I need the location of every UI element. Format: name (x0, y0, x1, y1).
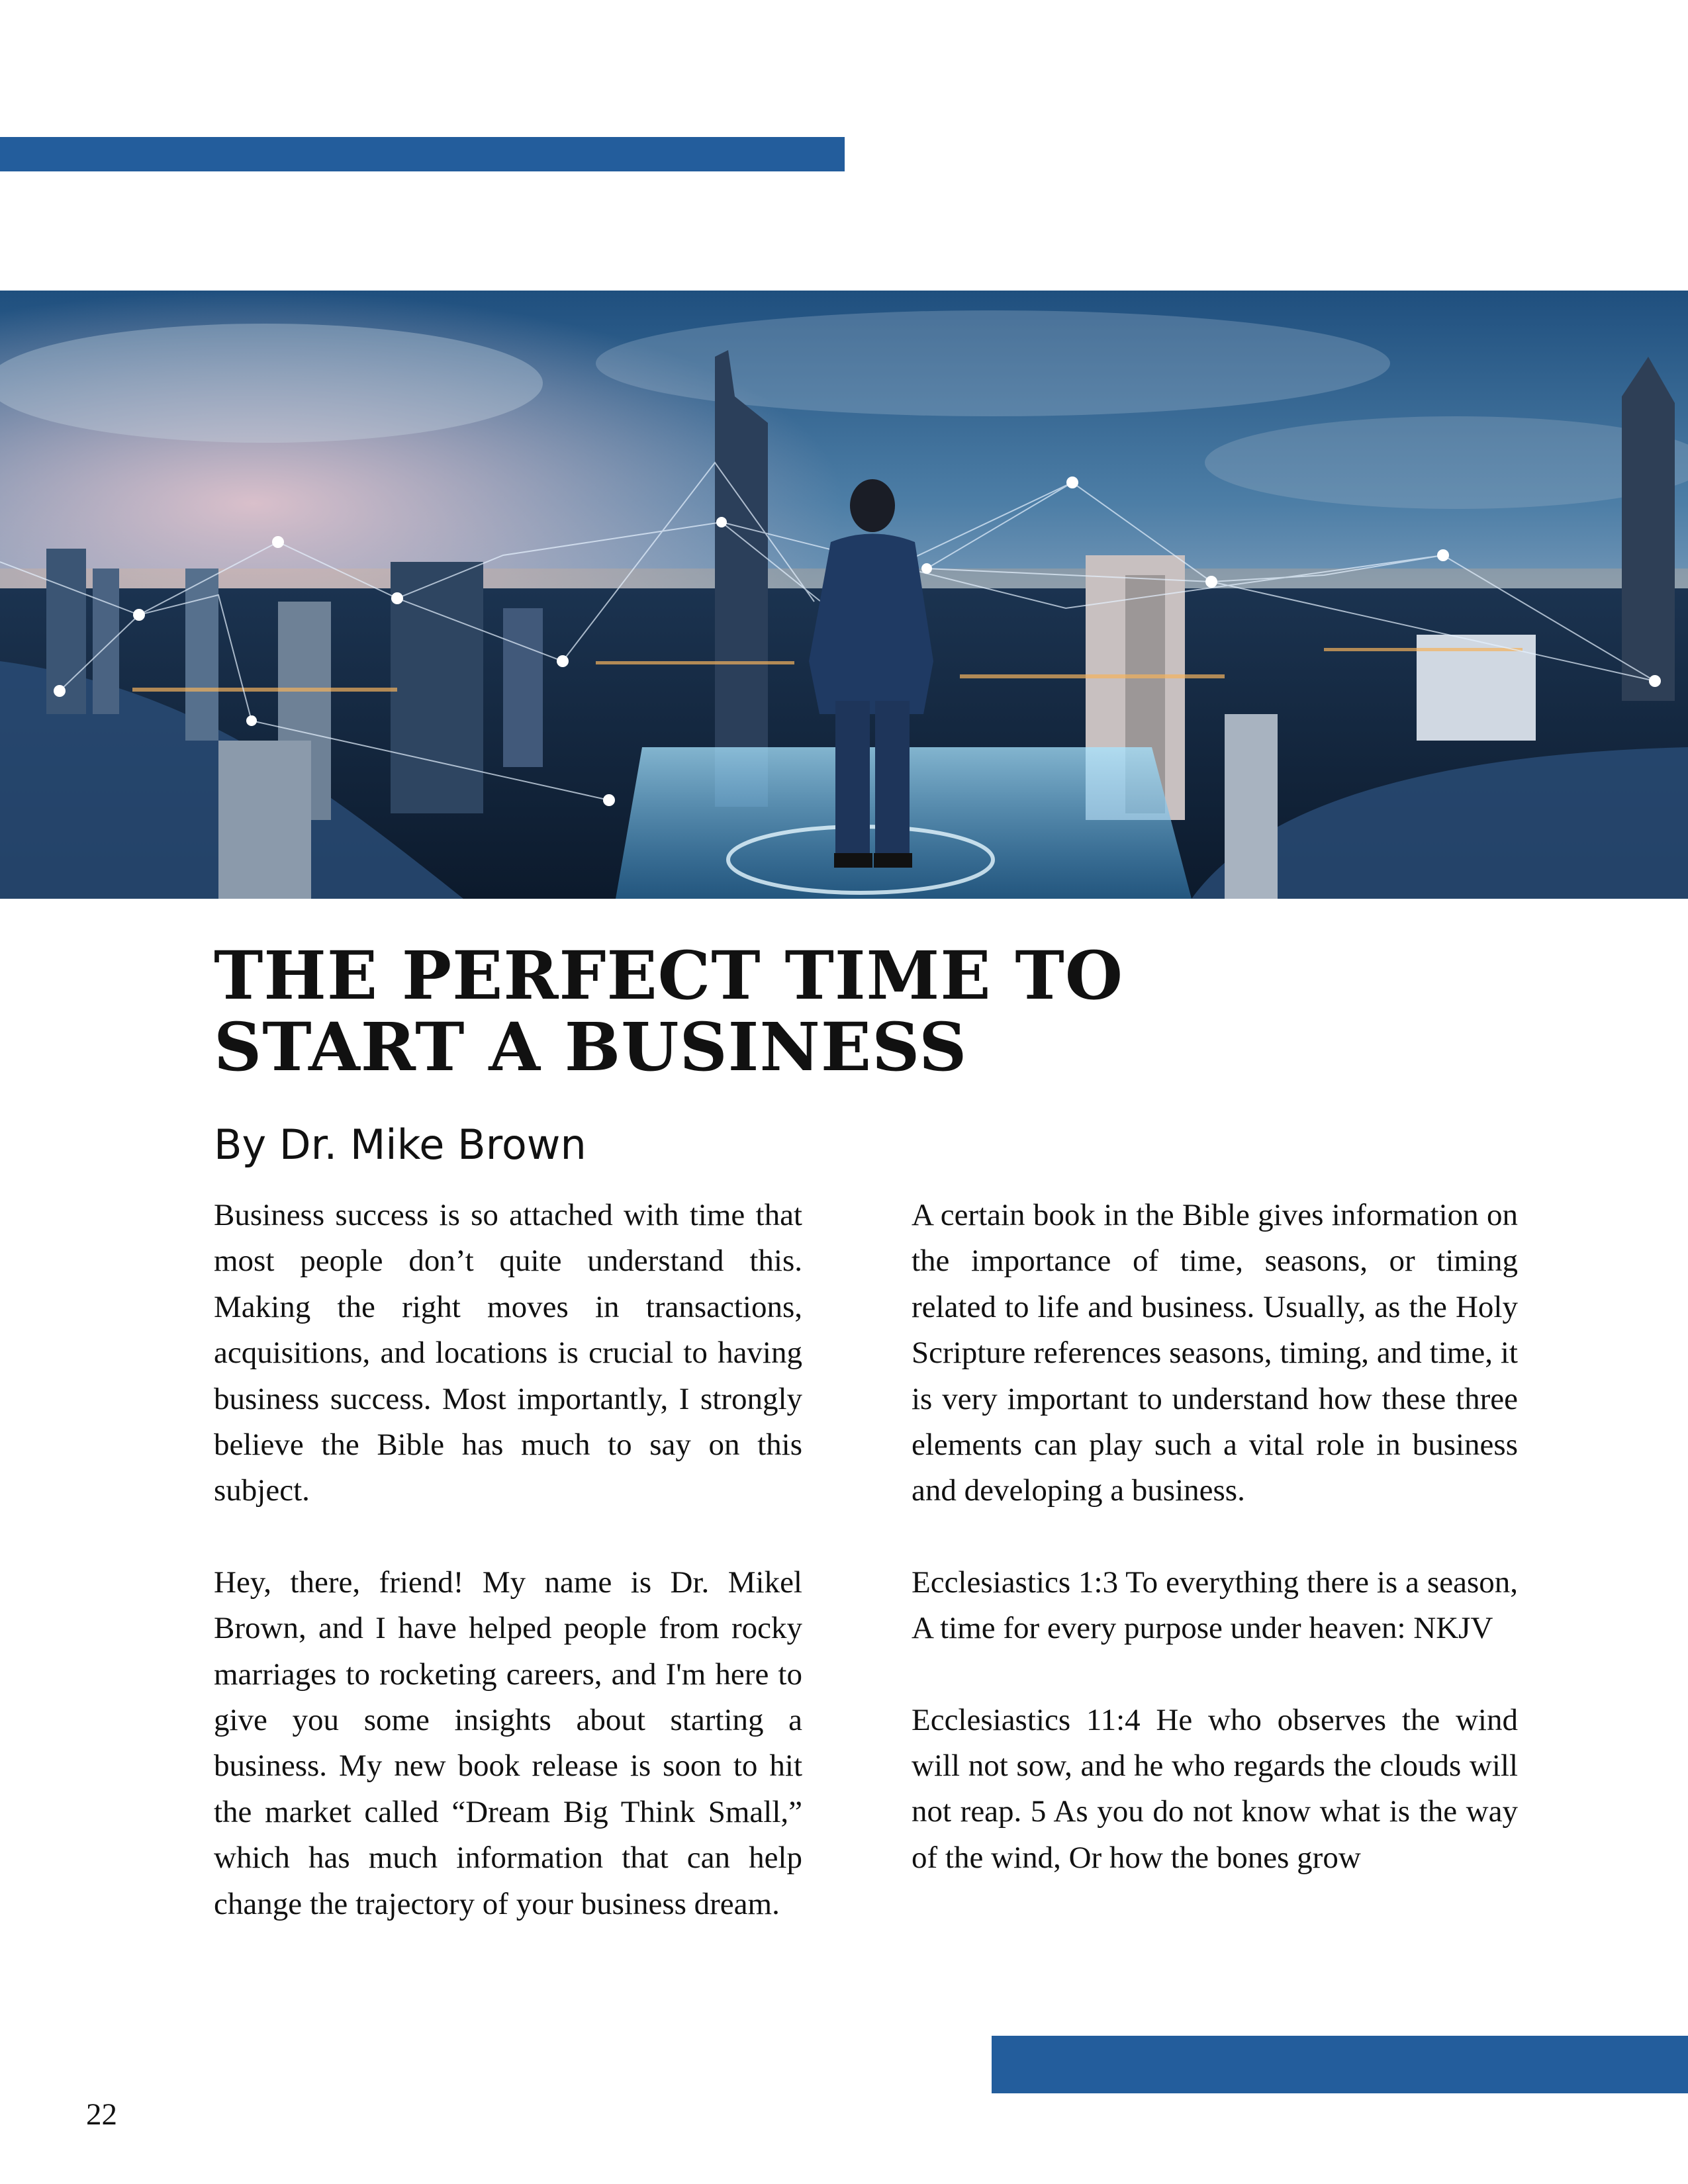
article-right-column (912, 1193, 1518, 1881)
top-accent-bar (0, 137, 845, 171)
body-paragraph: Business success is so attached with time that most people don’t quite understand this. Making the right moves in transactions, acquisitions, and locations is crucial to having business success. Most importantly, I strongly believe the Bible has much to say on this subject. (214, 1198, 802, 1508)
article-left-column (214, 1193, 802, 1927)
body-paragraph: Hey, there, friend! My name is Dr. Mikel Brown, and I have helped people from rocky marriages to rocketing careers, and I'm here to give you some insights about starting a business. My new book release is soon to hit the market called “Dream Big Think Small,” which has much information that can help change the trajectory of your business dream. (214, 1565, 802, 1921)
scripture-quote: Ecclesiastics 11:4 He who observes the wind will not sow, and he who regards the clouds will not reap. 5 As you do not know what is the way of the wind, Or how the bones grow (912, 1702, 1518, 1875)
bottom-accent-bar (992, 2036, 1688, 2093)
page-number: 22 (86, 2097, 117, 2132)
article-title-line-2: START A BUSINESS (214, 1008, 968, 1086)
article-title-line-1: THE PERFECT TIME TO (214, 936, 1123, 1015)
scripture-quote: Ecclesiastics 1:3 To everything there is a season, A time for every purpose under heaven: NKJV (912, 1565, 1518, 1646)
body-paragraph: A certain book in the Bible gives information on the importance of time, seasons, or timing related to life and business. Usually, as the Holy Scripture references seasons, timing, and time, it is very important to understand how these three elements can play such a vital role in business and developing a business. (912, 1198, 1518, 1508)
hero-image (0, 291, 1688, 899)
article-byline: By Dr. Mike Brown (214, 1120, 586, 1169)
article-title (214, 936, 1207, 1086)
